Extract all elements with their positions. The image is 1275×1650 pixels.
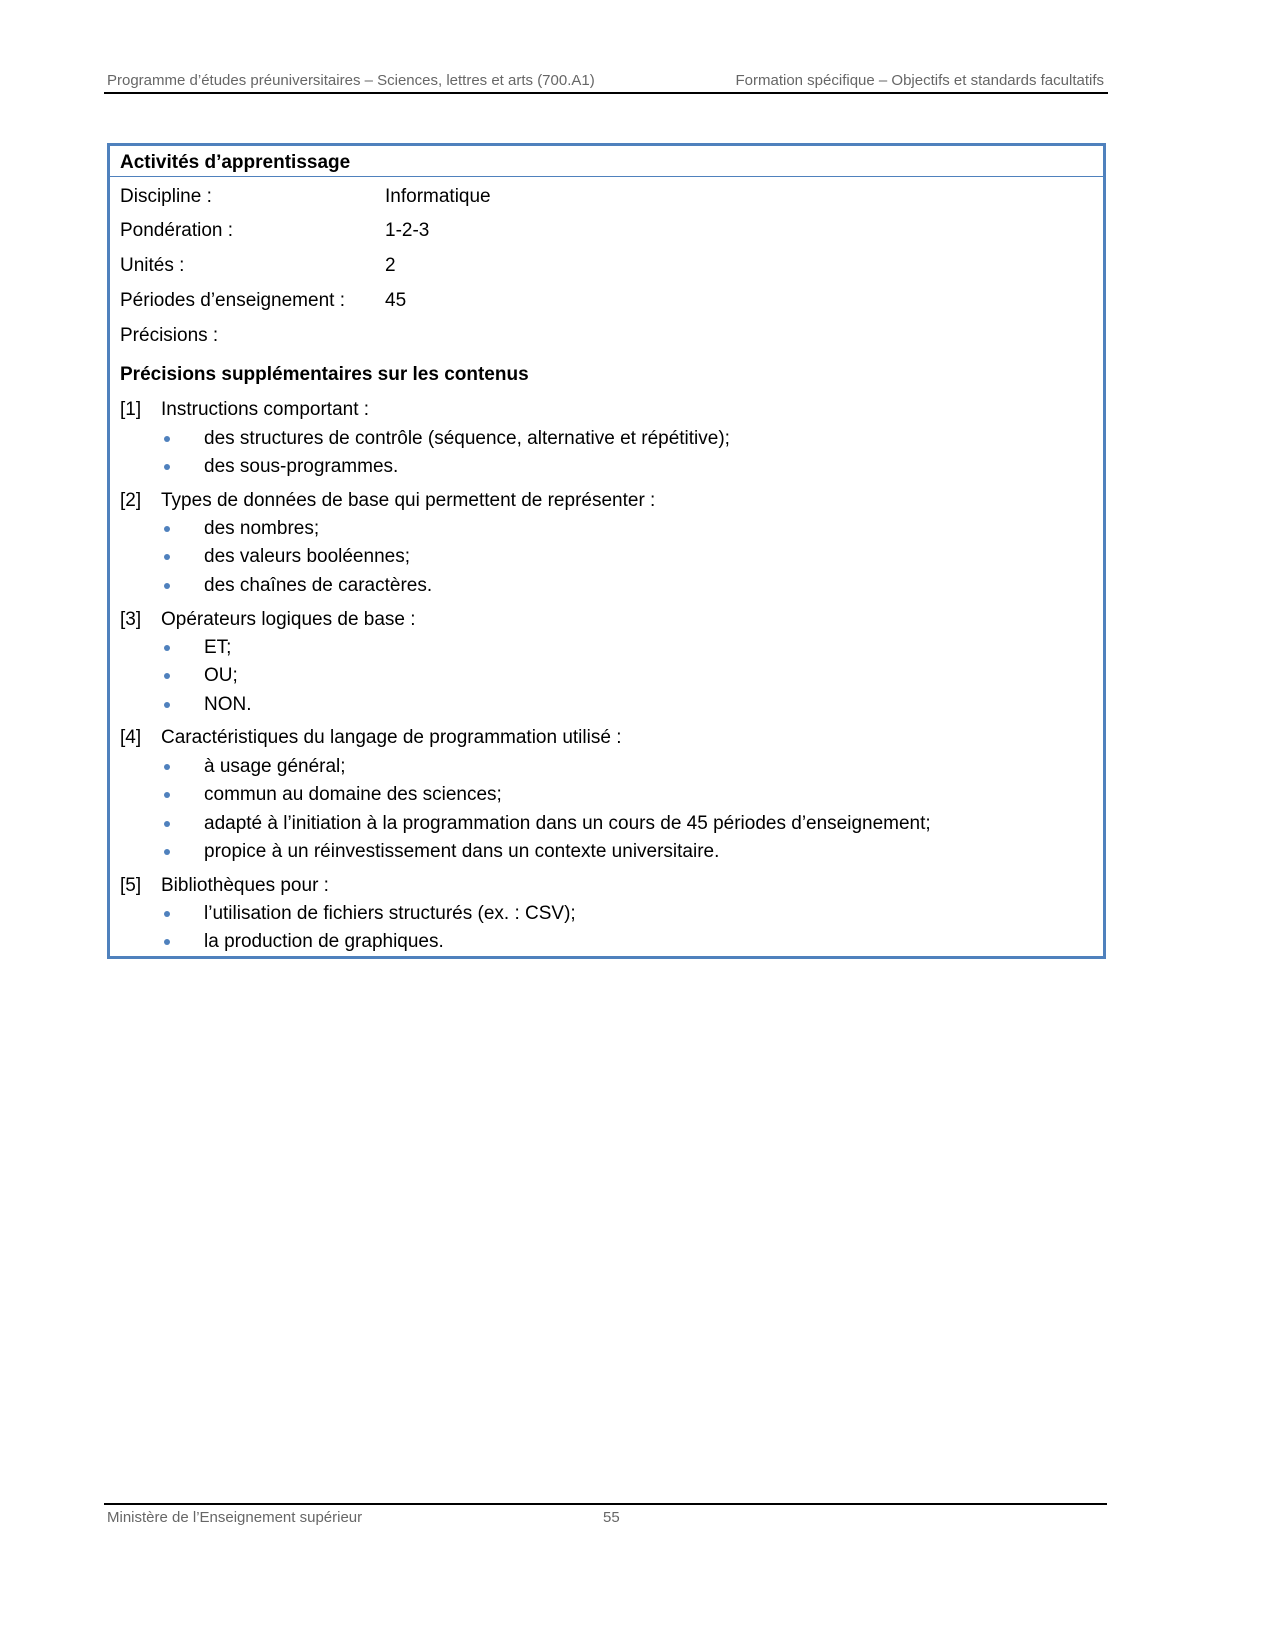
page-footer xyxy=(104,1503,1107,1526)
item-number: [5] xyxy=(120,874,142,896)
header-program-title: Programme d’études préuniversitaires – Sciences, lettres et arts (700.A1) xyxy=(107,72,595,89)
field-value: Informatique xyxy=(385,186,491,207)
item-text: Opérateurs logiques de base : xyxy=(161,608,416,630)
field-row xyxy=(120,220,430,242)
field-label: Discipline : xyxy=(120,186,212,207)
learning-activities-box xyxy=(107,143,1106,959)
field-label: Pondération : xyxy=(120,220,234,241)
bullet-item: des chaînes de caractères. xyxy=(204,574,433,596)
bullet-item: la production de graphiques. xyxy=(204,931,444,953)
content-item xyxy=(120,727,622,749)
field-label: Périodes d’enseignement : xyxy=(120,290,345,311)
field-row xyxy=(120,290,407,312)
bullet-item: des structures de contrôle (séquence, alternative et répétitive); xyxy=(204,427,730,449)
field-value: 45 xyxy=(385,290,407,311)
field-row xyxy=(120,255,396,277)
bullet-item: commun au domaine des sciences; xyxy=(204,784,502,806)
item-text: Instructions comportant : xyxy=(161,399,370,420)
bullet-item: ET; xyxy=(204,637,232,658)
box-title: Activités d’apprentissage xyxy=(110,146,1103,177)
footer-ministry: Ministère de l’Enseignement supérieur xyxy=(107,1509,363,1526)
bullet-item: à usage général; xyxy=(204,755,346,777)
field-value: 2 xyxy=(385,255,396,276)
page-header xyxy=(104,70,1108,94)
content-item xyxy=(120,874,329,897)
bullet-item: propice à un réinvestissement dans un contexte universitaire. xyxy=(204,840,720,862)
bullet-item: des nombres; xyxy=(204,518,320,540)
field-row xyxy=(120,186,491,208)
content-item xyxy=(120,399,370,421)
content-item xyxy=(120,489,656,512)
bullet-item: NON. xyxy=(204,693,252,715)
field-value: 1-2-3 xyxy=(385,220,430,241)
item-number: [2] xyxy=(120,489,142,511)
page-number: 55 xyxy=(603,1509,620,1526)
item-number: [4] xyxy=(120,727,142,749)
bullet-item: des sous-programmes. xyxy=(204,455,399,477)
item-text: Bibliothèques pour : xyxy=(161,874,329,896)
bullet-item: OU; xyxy=(204,665,238,687)
field-label: Unités : xyxy=(120,255,185,276)
contents-subtitle: Précisions supplémentaires sur les contenus xyxy=(120,364,529,385)
content-item xyxy=(120,608,416,631)
item-text: Types de données de base qui permettent de représenter : xyxy=(161,489,656,511)
header-section-title: Formation spécifique – Objectifs et standards facultatifs xyxy=(735,72,1104,89)
item-text: Caractéristiques du langage de programmation utilisé : xyxy=(161,727,622,749)
bullet-item: adapté à l’initiation à la programmation dans un cours de 45 périodes d’enseignement; xyxy=(204,812,931,834)
field-label: Précisions : xyxy=(120,325,219,346)
bullet-item: l’utilisation de fichiers structurés (ex. : CSV); xyxy=(204,903,576,925)
bullet-item: des valeurs booléennes; xyxy=(204,546,410,568)
item-number: [1] xyxy=(120,399,142,420)
item-number: [3] xyxy=(120,608,142,630)
field-row xyxy=(120,325,218,347)
